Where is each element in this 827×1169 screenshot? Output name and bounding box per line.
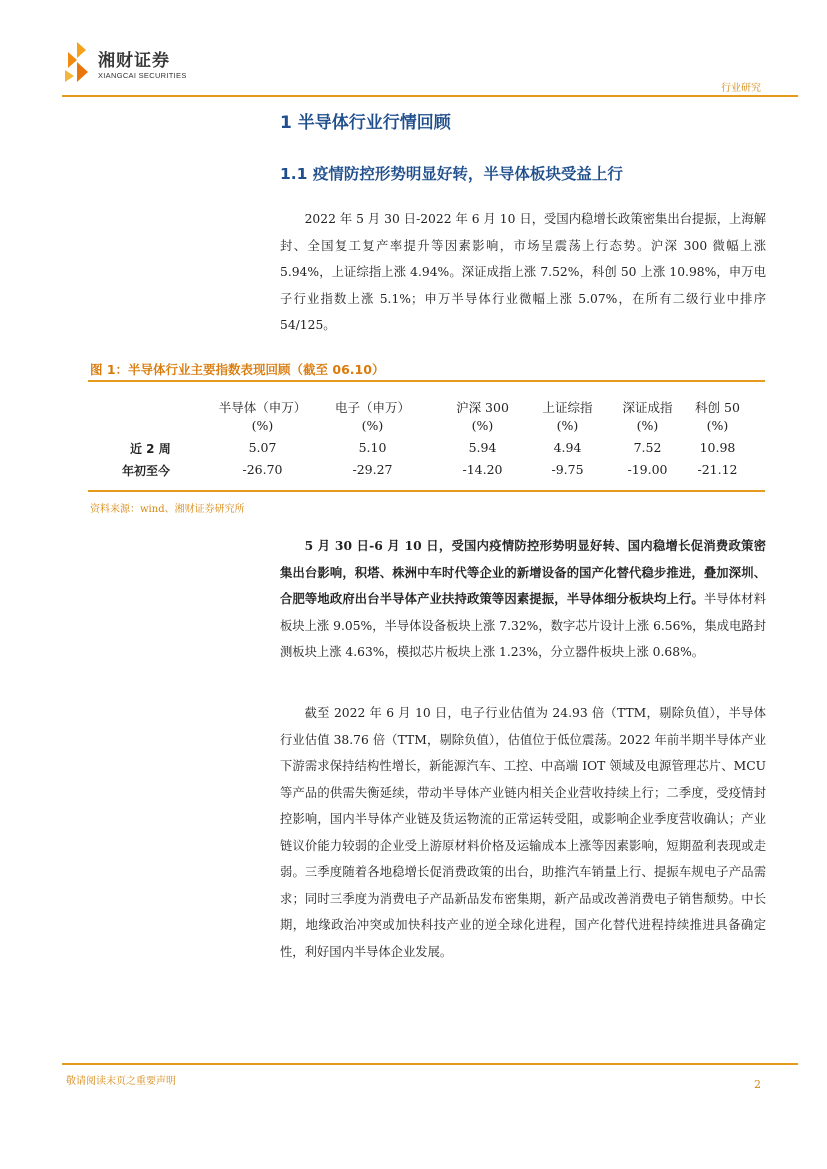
paragraph-market-review: 2022 年 5 月 30 日-2022 年 6 月 10 日，受国内稳增长政策密集出台提振，上海解封、全国复工复产率提升等因素影响，市场呈震荡上行态势。沪深 300 微幅上涨 5.94%，上证综指上涨 4.94%。深证成指上涨 7.52%，科创 50 上涨 10.98%，申万电子行业指数上涨 5.1%；申万半导体行业微幅上涨 5.07%，在所有二级行业中排序 54/125。 [280, 212, 766, 332]
figure-source: 资料来源：wind、湘财证券研究所 [90, 504, 245, 515]
column-header-csi300: 沪深 300 [456, 400, 509, 415]
table-cell: 10.98 [699, 440, 736, 455]
column-unit: (%) [636, 418, 659, 433]
column-header-star50: 科创 50 [695, 400, 740, 415]
column-header-szse-component: 深证成指 [622, 400, 673, 415]
table-cell: -26.70 [242, 462, 283, 477]
column-header-semiconductor: 半导体（申万） [218, 400, 307, 415]
column-unit: (%) [361, 418, 384, 433]
paragraph-valuation-outlook: 截至 2022 年 6 月 10 日，电子行业估值为 24.93 倍（TTM，剔除负值），半导体行业估值 38.76 倍（TTM，剔除负值），估值位于低位震荡。2022 年前半期半导体产业下游需求保持结构性增长，新能源汽车、工控、中高端 IOT 领域及电源管理芯片、MCU 等产品的供需失衡延续，带动半导体产业链内相关企业营收持续上行；二季度，受疫情封控影响，国内半导体产业链及货运物流的正常运转受阻，或影响企业季度营收确认；产业链议价能力较弱的企业受上游原材料价格及运输成本上涨等因素影响，短期盈利表现或走弱。三季度随着各地稳增长促消费政策的出台，助推汽车销量上行、提振车规电子产品需求；同时三季度为消费电子产品新品发布密集期，新产品或改善消费电子销售颓势。中长期，地缘政治冲突或加快科技产业的逆全球化进程，国产化替代进程持续推进具备确定性，利好国内半导体企业发展。 [280, 706, 766, 959]
table-cell: -21.12 [697, 462, 738, 477]
footer-disclaimer: 敬请阅读末页之重要声明 [66, 1076, 176, 1087]
table-cell: -29.27 [352, 462, 393, 477]
table-cell: 7.52 [633, 440, 662, 455]
column-unit: (%) [471, 418, 494, 433]
subsection-title: 1.1 疫情防控形势明显好转，半导体板块受益上行 [280, 165, 623, 183]
figure-top-rule [88, 380, 765, 382]
figure-bottom-rule [88, 490, 765, 492]
row-label-two-weeks: 近 2 周 [130, 442, 171, 456]
table-cell: 4.94 [553, 440, 582, 455]
section-title: 1 半导体行业行情回顾 [280, 113, 451, 133]
column-header-sse-composite: 上证综指 [542, 400, 593, 415]
figure-title: 图 1：半导体行业主要指数表现回顾（截至 06.10） [90, 362, 385, 377]
table-cell: 5.07 [248, 440, 277, 455]
footer-divider [62, 1063, 798, 1065]
table-cell: 5.94 [468, 440, 497, 455]
header-divider [62, 95, 798, 97]
table-cell: -9.75 [551, 462, 584, 477]
table-cell: -14.20 [462, 462, 503, 477]
page-number: 2 [754, 1078, 761, 1091]
paragraph-highlight: 5 月 30 日-6 月 10 日，受国内疫情防控形势明显好转、国内稳增长促消费政策密集出台影响，积塔、株洲中车时代等企业的新增设备的国产化替代稳步推进，叠加深圳、合肥等地政府出台半导体产业扶持政策等因素提振，半导体细分板块均上行。 [280, 538, 766, 606]
column-unit: (%) [251, 418, 274, 433]
row-label-ytd: 年初至今 [122, 464, 171, 478]
table-cell: 5.10 [358, 440, 387, 455]
brand-name-cn: 湘财证券 [98, 51, 170, 71]
paragraph-detail: 半导体材料板块上涨 9.05%，半导体设备板块上涨 7.32%，数字芯片设计上涨 6.56%，集成电路封测板块上涨 4.63%，模拟芯片板块上涨 1.23%，分立器件板块上涨 0.68%。 [280, 592, 766, 659]
brand-name-en: XIANGCAI SECURITIES [98, 71, 187, 80]
column-unit: (%) [706, 418, 729, 433]
column-unit: (%) [556, 418, 579, 433]
report-category: 行业研究 [721, 83, 761, 94]
table-cell: -19.00 [627, 462, 668, 477]
column-header-electronics: 电子（申万） [334, 400, 410, 415]
paragraph-sector-performance [280, 533, 766, 666]
brand-logo-mark-icon [62, 40, 92, 84]
